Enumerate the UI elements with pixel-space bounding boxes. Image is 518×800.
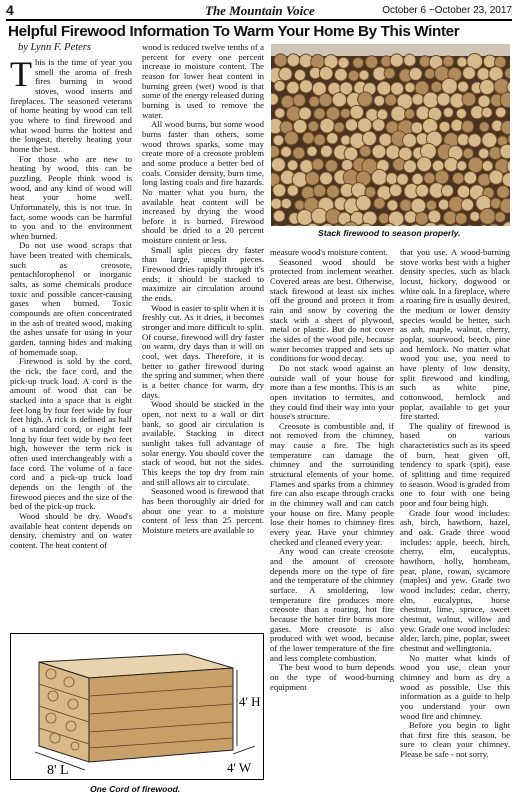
log-end [345,119,357,131]
log-end [482,161,493,172]
log-end [348,70,359,81]
log-end [299,80,312,93]
log-end [297,210,313,226]
log-end [425,68,435,78]
log-end [320,145,332,157]
page-number: 4 [6,2,14,18]
log-end [397,173,409,185]
log-end [435,170,449,184]
log-end [439,121,450,132]
log-end [365,56,378,69]
log-end [327,185,340,198]
paragraph: All wood burns, but some wood burns faster than others, some wood throws sparks, some may create more of a creosote problem and some produce a better bed of coals. Consider density, burn time, long lasting coals and fire hazards. No matter what you burn, the available heat content will be increased by drying the wood before it is burned. Firewood should be dried to a 20 percent moisture content or less. [142,119,264,246]
log-end [405,82,415,92]
log-end [404,54,416,66]
paragraph: The quality of firewood is based on various characteristics such as its speed of burn, heat given off, tendency to spark (spit), ease of splitting and time required to season. Wood is graded from one to four with one being poor and four being high. [400,420,510,509]
log-end [461,198,474,211]
log-end [431,81,442,92]
log-end [350,105,364,119]
log-end [287,185,298,196]
article-column-3 [270,248,394,692]
publication-title: The Mountain Voice [205,3,315,18]
header-rule [6,19,512,21]
log-end [400,199,412,211]
log-end [274,54,287,67]
log-end [390,54,403,67]
log-end [385,94,397,106]
paragraph: Wood should be stacked in the open, not next to a wall or dirt bank, so good air circulation is available. Stacking in direct sunlight takes full advantage of solar energy. You should cover the stack of wood, but not the sides. This keeps the top dry from rain and still allows air to circulate. [142,399,264,487]
paragraph: measure wood's moisture content. [270,247,388,257]
log-end [274,81,285,92]
log-end [416,106,430,120]
log-end [501,121,510,135]
log-end [271,146,279,158]
log-end [287,81,300,94]
log-end [480,208,496,224]
log-end [295,200,305,210]
log-end [482,107,492,117]
log-end [360,145,371,156]
log-end [320,118,335,133]
article-byline: by Lynn F. Peters [18,42,91,53]
log-end [500,144,510,158]
log-end [281,146,292,157]
photo-caption: Stack firewood to season properly. [318,228,461,238]
log-end [478,148,489,159]
log-end [468,134,481,147]
log-end [457,57,467,67]
paragraph: Seasoned wood is firewood that has been thoroughly air dried for about one year to a moisture content of less than 25 percent. Moisture meters are available to [142,486,264,535]
paragraph: Seasoned wood should be protected from inclement weather. Covered areas are best. Otherwise, stack firewood at least six inches off the ground and protect it from rain and snow by covering the stack with a sheet of plywood, metal or plastic. But do not cover the sides of the wood pile, because water becomes trapped and sets up conditions for wood decay. [270,256,394,364]
log-end [325,160,337,172]
log-end [423,92,439,108]
log-end [320,172,333,185]
log-end [477,68,490,81]
log-end [389,184,402,197]
log-end [457,161,467,171]
log-end [386,173,398,185]
log-end [379,213,390,224]
log-end [372,145,386,159]
log-end [416,184,429,197]
log-end [415,212,428,225]
log-end [497,186,510,199]
article-column-2 [142,43,264,535]
log-end [500,198,510,213]
log-end [443,56,454,67]
log-end [311,55,325,69]
log-end [319,93,332,106]
log-end [482,133,497,148]
log-end [457,81,468,92]
paragraph: Any wood can create creosote and the amount of creosote depends more on the type of fire and the temperature of the chimney surface. A smoldering, low temperature fire produces more creosote than a roaring, hot fire because the hotter fire burns more gases. More creosote is also produced with wet wood, because of the lower temperature of the fire and less complete combustion. [270,546,394,663]
log-end [404,211,416,223]
log-end [287,54,300,67]
log-end [495,107,506,118]
log-end [441,185,453,197]
drop-cap: T [10,54,32,94]
log-end [314,108,325,119]
log-end [457,185,470,198]
log-end [300,160,313,173]
log-end [387,200,398,211]
paragraph: No matter what kinds of wood you use, clean your chimney and burn as dry a wood as possible. Use this information as a guide to help you understand your own wood fire and chimney. [400,652,510,721]
log-end [377,81,391,95]
log-end [480,80,495,95]
log-end [489,170,503,184]
log-end [412,173,423,184]
log-end [294,69,305,80]
article-column-1 [10,54,132,550]
log-end [464,171,477,184]
log-end [312,158,324,170]
log-end [437,93,450,106]
log-end [372,169,388,185]
log-end [293,147,305,159]
log-end [479,122,489,132]
log-end [309,96,320,107]
log-end [307,146,317,156]
log-end [356,196,371,211]
log-end [442,78,458,94]
log-end [391,106,406,121]
cord-diagram [10,633,264,780]
log-end [319,67,333,81]
log-end [338,57,349,68]
paragraph: Before you begin to light that first fire this season, be sure to clean your chimney. Please be safe - not sorry. [400,720,510,760]
log-end [405,109,415,119]
log-end [456,108,466,118]
log-end [384,68,395,79]
article-column-4 [400,248,510,760]
log-end [386,145,400,159]
paragraph: Small split pieces dry faster than large, unsplit pieces. Firewood dries rapidly through it's ends; it should be stacked to maximize air circulation around the ends. [142,244,264,304]
firewood-stack-image [271,44,510,226]
paragraph-text: his is the time of year you smell the aroma of fresh fires burning in wood stoves, wood inserts and fireplaces. The seasoned veterans of home heating by wood can tell you where to find firewood and what wood burns the hottest and the longest, thereby heating your home the best. [10,57,132,154]
paragraph: Creosote is combustible and, if not removed from the chimney, may cause a fire. The high temperature can damage the chimney and the surrounding structural elements of your home. Flames and sparks from a chimney fire can also escape through cracks in the chimney wall and can catch your house on fire. Many people lose their homes to chimney fires every year. Have your chimney checked and cleaned every year. [270,420,394,547]
log-end [463,148,474,159]
log-end [409,67,422,80]
log-end [359,70,369,80]
log-end [495,212,506,223]
log-end [273,184,286,197]
log-end [379,133,392,146]
log-end [443,107,453,117]
log-end [462,120,474,132]
log-end [357,118,371,132]
log-end [284,131,298,145]
log-end [451,119,463,131]
log-end [438,199,449,210]
log-end [478,95,490,107]
cord-illustration [11,634,263,779]
log-end [340,108,350,118]
log-end [271,158,285,172]
cord-caption: One Cord of firewood. [90,784,181,794]
log-end [308,121,319,132]
paragraph: Grade four wood includes: ash, birch, hawthorn, hazel, and oak. Grade three wood includes: apple, beech, birch, cherry, elm, eucalyptus, hawthorn, holly, hornbeam, pear, plane, rowan, sycamore (maples) and yew. Grade two wood includes: cedar, cherry, elm, eucalyptus, horse chestnut, lime, spruce, sweet chestnut, walnut, willow and yew. Grade one wood includes: alder, larch, pine, poplar, sweet chestnut and wellingtonia. [400,507,510,653]
log-end [302,132,314,144]
paragraph [10,54,132,155]
log-end [281,198,291,208]
paragraph: wood is reduced twelve tenths of a percent for every one percent increase in moisture content. The reason for lower heat content in burning green (wet) wood is that some of the energy released during burning is used to remove the water. [142,42,264,120]
paragraph: For those who are new to heating by wood, this can be puzzling. People think wood is wood, and any kind of wood will heat your home well. Unfortunately, this is not true. In fact, some woods can be harmful to you and to the environment when burned. [10,153,132,241]
log-end [452,173,464,185]
log-end [455,213,467,225]
height-label: 4' H [239,694,261,709]
log-end [428,210,441,223]
log-end [273,210,285,222]
log-end [335,68,348,81]
length-label: 8' L [47,763,69,778]
log-end [293,94,305,106]
log-end [332,92,346,106]
article-headline: Helpful Firewood Information To Warm Your Home By This Winter [8,23,460,40]
log-end [412,94,424,106]
log-end [411,122,423,134]
log-end [275,108,285,118]
log-end [374,95,385,106]
log-end [426,200,437,211]
paragraph: that you use. A wood-burning stove works best with a higher density species, such as black locust, hickory, dogwood or white oak. In a fireplace, where a roaring fire is usually desired, the medium or lower density species would be better, such as ash, maple, walnut, cherry, poplar, sourwood, beech, pine and hemlock. No matter what wood you use, you need to have plenty of low density, split firewood and kindling, such as white pine, cottonwood, hemlock and poplar, available to get your fire started. [400,247,511,422]
width-label: 4' W [227,760,252,775]
log-end [299,107,312,120]
log-end [404,160,417,173]
log-end [358,92,373,107]
log-end [313,184,326,197]
log-end [462,92,476,106]
paragraph: Firewood is sold by the cord, the rick, the face cord, and the pick-up truck load. A cord is the amount of wood that can be stacked into a space that is eight feet long by four feet wide by four feet high. A rick is defined as half of a standard cord, or eight feet long by four feet wide by two feet high, however the term rick is often used interchangeably with a face cord. The volume of a face cord and a pick-up truck load depends on the length of the firewood pieces and the size of the bed of the pick-up truck. [10,356,132,512]
log-end [311,208,327,224]
log-end [374,198,385,209]
paragraph: The best wood to burn depends on the type of wood-burning equipment [270,662,394,692]
log-end [293,120,307,134]
paragraph: Wood should be dry. Wood's available heat content depends on density, chemistry and on water content. The heat content of [10,510,132,550]
log-end [279,67,292,80]
log-end [327,133,339,145]
log-end [391,82,404,95]
log-end [468,157,483,172]
paragraph: Do not stack wood against an outside wall of your house for more than a few months. This is an open invitation to termites, and they could find their way into your house's structure. [270,362,394,422]
paragraph: Wood is easier to split when it is freshly cut. As it dries, it becomes stronger and more difficult to split. Of course, firewood will dry faster on warm, dry days than it will on cool, wet days. Therefore, it is better to gather firewood during the spring and summer, when there is a better chance for warm, dry days. [142,302,264,400]
log-end [341,135,351,145]
log-end [372,119,385,132]
log-end [444,158,458,172]
log-end [403,133,417,147]
log-end [463,67,476,80]
log-end [306,171,320,185]
log-end [353,58,364,69]
log-end [287,160,298,171]
log-end [470,211,480,221]
paragraph: Do not use wood scraps that have been treated with chemicals, such as creosote, pentachlorophenol or inorganic salts, as some chemicals produce toxic and possible cancer-causing gases when burned. Toxic compounds are often concentrated in the ash of treated wood, making the ashes unsafe for using in your garden, tanning hides and making of homemade soap. [10,240,132,357]
log-end [271,198,282,209]
log-end [271,93,278,105]
firewood-stack-photo [271,44,510,226]
log-end [314,134,325,145]
log-end [273,135,284,146]
log-end [362,131,376,145]
issue-date: October 6 ~October 23, 2017 [382,5,512,16]
log-end [334,122,345,133]
log-end [424,172,435,183]
log-end [417,157,432,172]
